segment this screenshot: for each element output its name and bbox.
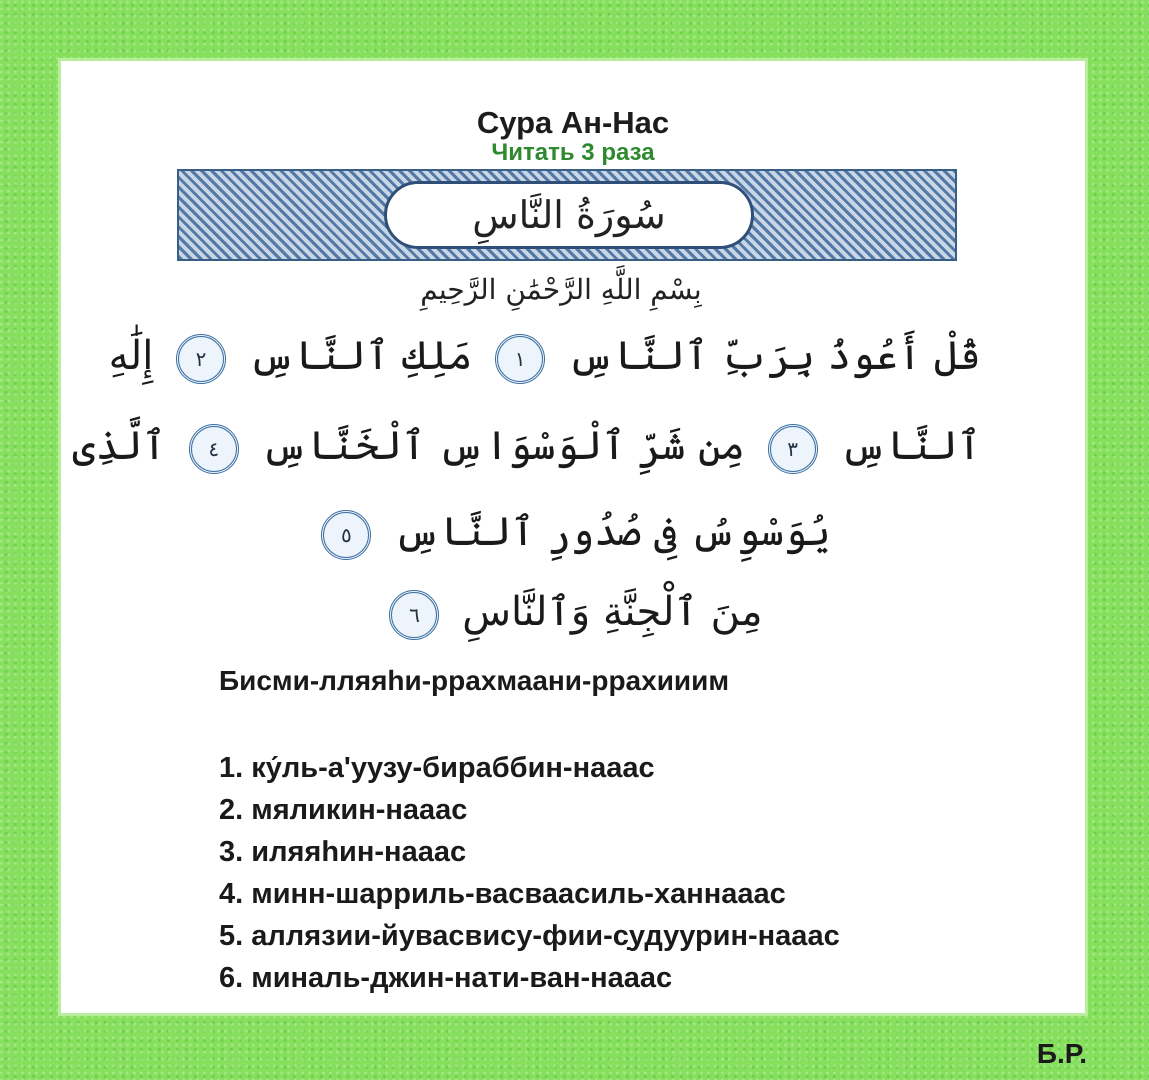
ayah-text: مَلِكِ ٱلنَّاسِ [248, 333, 473, 379]
list-item: 1. ку́ль-а'уузу-бираббин-нааас [219, 752, 655, 784]
ayah-text: ٱلَّذِى [72, 423, 167, 469]
bismillah-arabic: بِسْمِ اللَّهِ الرَّحْمَٰنِ الرَّحِيمِ [420, 273, 702, 306]
ayah-number-marker: ٣ [768, 424, 818, 474]
transliteration-list [219, 747, 840, 999]
page-subtitle: Читать 3 раза [491, 139, 655, 166]
ayah-line-2 [72, 423, 981, 474]
list-item: 5. аллязии-йувасвису-фии-с̣удуурин-нааас [219, 920, 840, 952]
list-item: 4. минн-шарриль-васваасиль-ханнааас [219, 878, 786, 910]
ayah-line-4 [161, 589, 981, 640]
ayah-text: مِنَ ٱلْجِنَّةِ وَٱلنَّاسِ [462, 589, 763, 635]
author-initials: Б.Р. [1036, 1038, 1087, 1069]
ayah-number-marker: ١ [495, 334, 545, 384]
content-panel [58, 58, 1088, 1016]
ayah-text: مِن شَرِّ ٱلْوَسْوَاسِ ٱلْخَنَّاسِ [261, 423, 745, 469]
list-item: 3. иляяһин-нааас [219, 836, 467, 868]
ayah-text: ٱلنَّاسِ [840, 423, 981, 469]
ayah-number-marker: ٥ [321, 510, 371, 560]
list-item: 6. миналь-джин-нати-ван-нааас [219, 962, 673, 994]
page-title: Сура Ан-Нас [476, 105, 670, 140]
ayah-number-marker: ٢ [176, 334, 226, 384]
bismillah-transliteration: Бисми-лляяһи-ррахмаани-ррахииим [219, 665, 730, 696]
ayah-number-marker: ٦ [389, 590, 439, 640]
ayah-text: إِلَٰهِ [108, 333, 154, 379]
ayah-number-marker: ٤ [189, 424, 239, 474]
surah-banner [177, 169, 957, 261]
surah-name-arabic: سُورَةُ النَّاسِ [384, 181, 754, 249]
ayah-text: يُوَسْوِسُ فِى صُدُورِ ٱلنَّاسِ [394, 509, 831, 555]
ayah-line-1 [108, 333, 981, 384]
ayah-text: قُلْ أَعُوذُ بِرَبِّ ٱلنَّاسِ [567, 333, 981, 379]
list-item: 2. мяликин-нааас [219, 794, 468, 826]
ayah-line-3 [161, 509, 981, 560]
